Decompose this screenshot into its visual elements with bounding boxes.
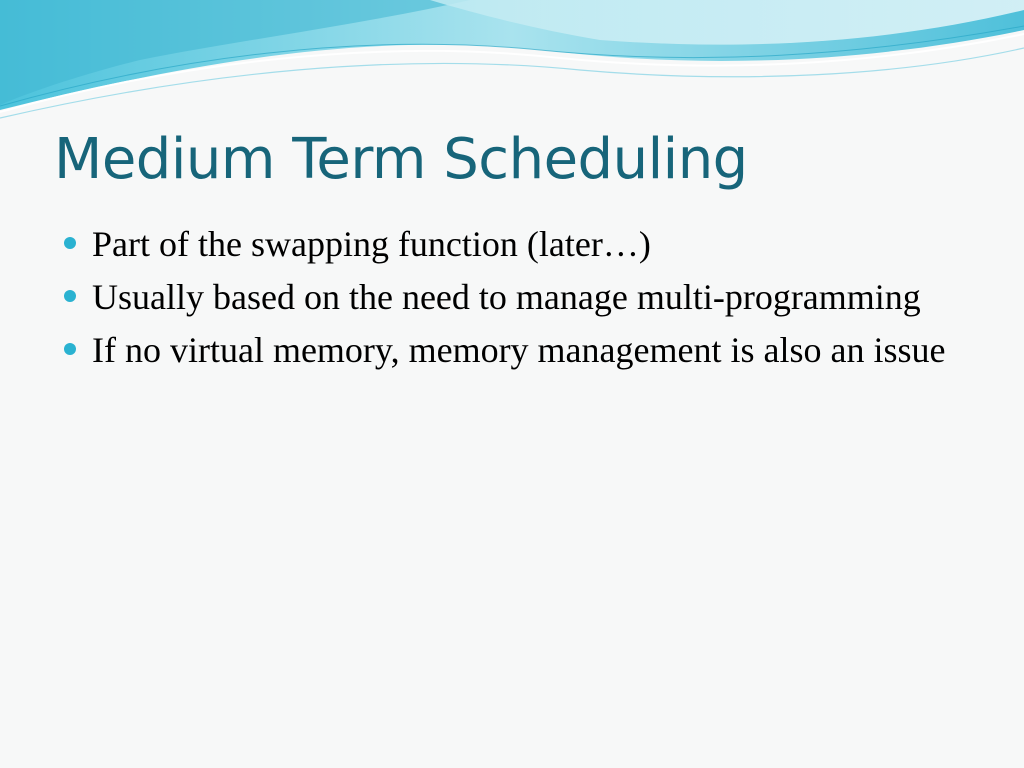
bullet-list	[62, 222, 962, 381]
bullet-dot-icon	[64, 290, 76, 302]
bullet-item	[62, 275, 962, 320]
bullet-text: If no virtual memory, memory management is also an issue	[92, 330, 946, 370]
bullet-item	[62, 328, 962, 373]
header-wave-decoration	[0, 0, 1024, 130]
bullet-text: Usually based on the need to manage multi-programming	[92, 277, 921, 317]
bullet-item	[62, 222, 962, 267]
bullet-dot-icon	[64, 343, 76, 355]
bullet-dot-icon	[64, 237, 76, 249]
slide-title: Medium Term Scheduling	[54, 127, 748, 192]
bullet-text: Part of the swapping function (later…)	[92, 224, 651, 264]
